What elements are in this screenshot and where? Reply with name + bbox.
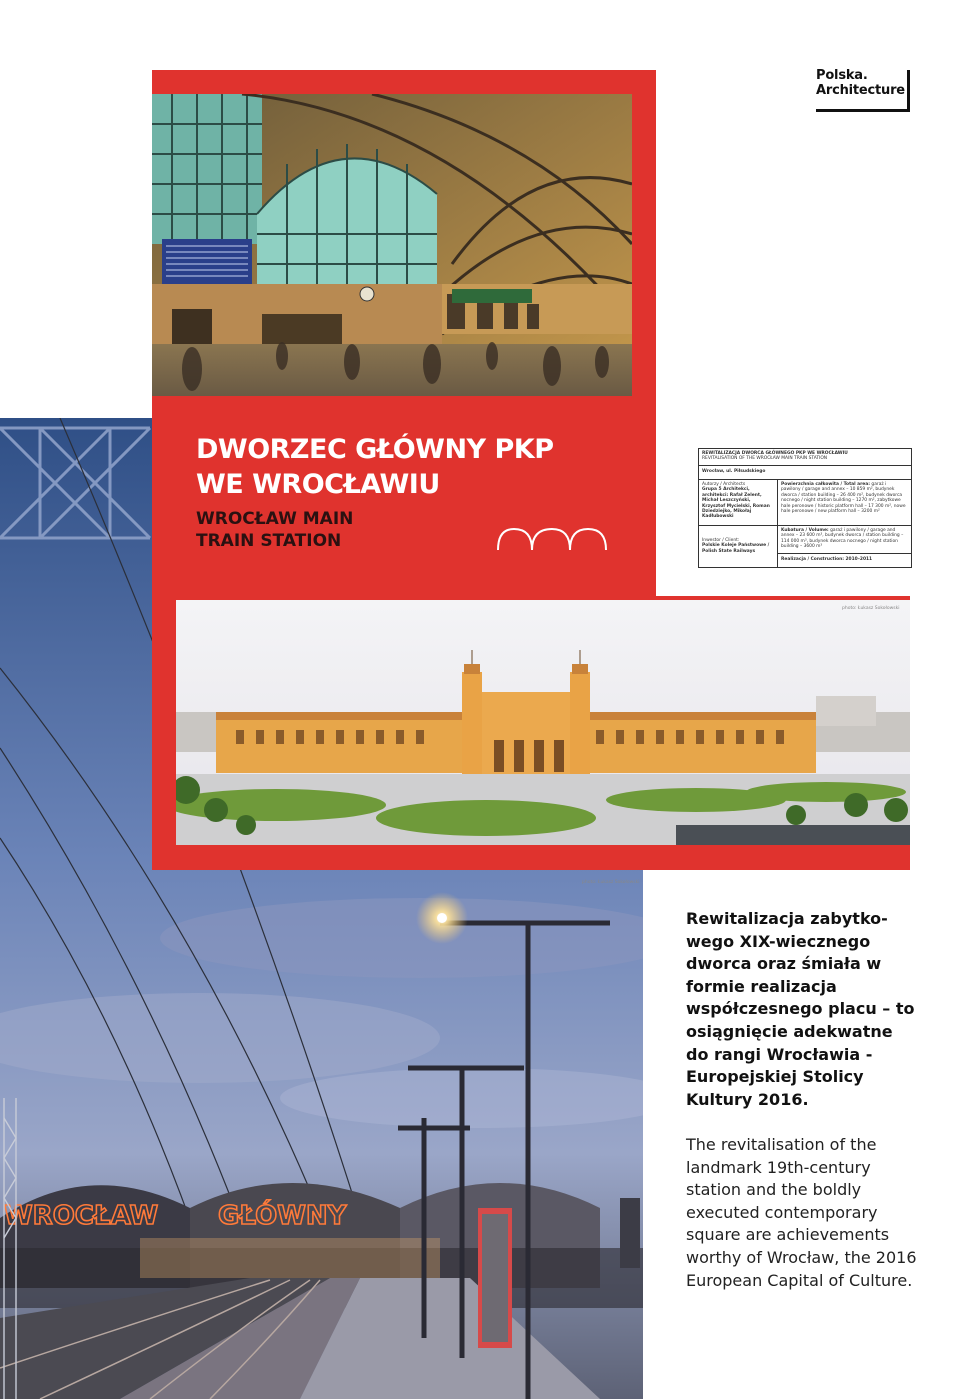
info-header-pl: REWITALIZACJA DWORCA GŁÓWNEGO PKP WE WROCŁAWIU <box>702 451 848 456</box>
project-info-table <box>698 448 912 568</box>
info-header-en: REVITALISATION OF THE WROCŁAW MAIN TRAIN STATION <box>702 456 828 462</box>
info-construction: 2010–2011 <box>845 557 873 562</box>
info-area: garaż i pawilony / garage and annex – 10 859 m², budynek dworca / station building – 26 400 m², budynek dworca nocnego / night station building – 1270 m², zabytkowe hale peronowe / historic platform hall – 17 300 m², nowe hale peronowe / new platform hall – 3200 m² <box>781 482 906 515</box>
info-construction-label: Realizacja / Construction: <box>781 557 845 562</box>
polska-architecture-logo <box>816 68 910 112</box>
info-authors: Grupa 5 Architekci, architekci: Rafał Zelent, Michał Leszczyński, Krzysztof Mycielski, Roman Dziedziejko, Mikołaj Kadłubowski <box>702 487 770 520</box>
info-volume: garaż i pawilony / garage and annex – 23 600 m³, budynek dworca / station building – 114 000 m³, budynek dworca nocnego / night station building – 3600 m³ <box>781 528 904 550</box>
logo-line-1: Polska. <box>816 68 868 83</box>
description-polish: Rewitalizacja zabytko-wego XIX-wiecznego dworca oraz śmiała w formie realizacja współczesnego placu – to osiągnięcie adekwatne do rangi Wrocławia - Europejskiej Stolicy Kultury 2016. <box>686 909 915 1109</box>
neon-sign-glowny: GŁÓWNY <box>218 1201 347 1231</box>
title-pl-line-2: WE WROCŁAWIU <box>196 469 440 500</box>
info-area-label: Powierzchnia całkowita / Total area: <box>781 482 870 487</box>
info-investor-label: Inwestor / Client: <box>702 538 740 543</box>
info-authors-label: Autorzy / Architects <box>702 482 746 487</box>
title-polish <box>196 432 616 502</box>
info-investor: Polskie Koleje Państwowe / Polish State Railways <box>702 543 770 554</box>
info-volume-label: Kubatura / Volume: <box>781 528 829 533</box>
description-english: The revitalisation of the landmark 19th-century station and the boldly executed contemporary square are achievements worthy of Wrocław, the 2016 European Capital of Culture. <box>686 1135 917 1290</box>
neon-sign-wroclaw: WROCŁAW <box>4 1201 159 1231</box>
title-en-line-2: TRAIN STATION <box>196 531 342 551</box>
station-facade-photo <box>176 600 910 845</box>
hall-interior-photo <box>152 94 632 396</box>
title-en-line-1: WROCŁAW MAIN <box>196 509 354 529</box>
title-pl-line-1: DWORZEC GŁÓWNY PKP <box>196 434 554 465</box>
title-english <box>196 508 496 552</box>
photo-credit-night: photo: Łukasz Sokołowski <box>582 880 640 885</box>
photo-credit-facade: photo: Łukasz Sokołowski <box>842 606 900 611</box>
arches-icon <box>496 525 608 551</box>
info-address: Wrocław, ul. Piłsudskiego <box>702 469 766 474</box>
logo-line-2: Architecture <box>816 83 905 98</box>
